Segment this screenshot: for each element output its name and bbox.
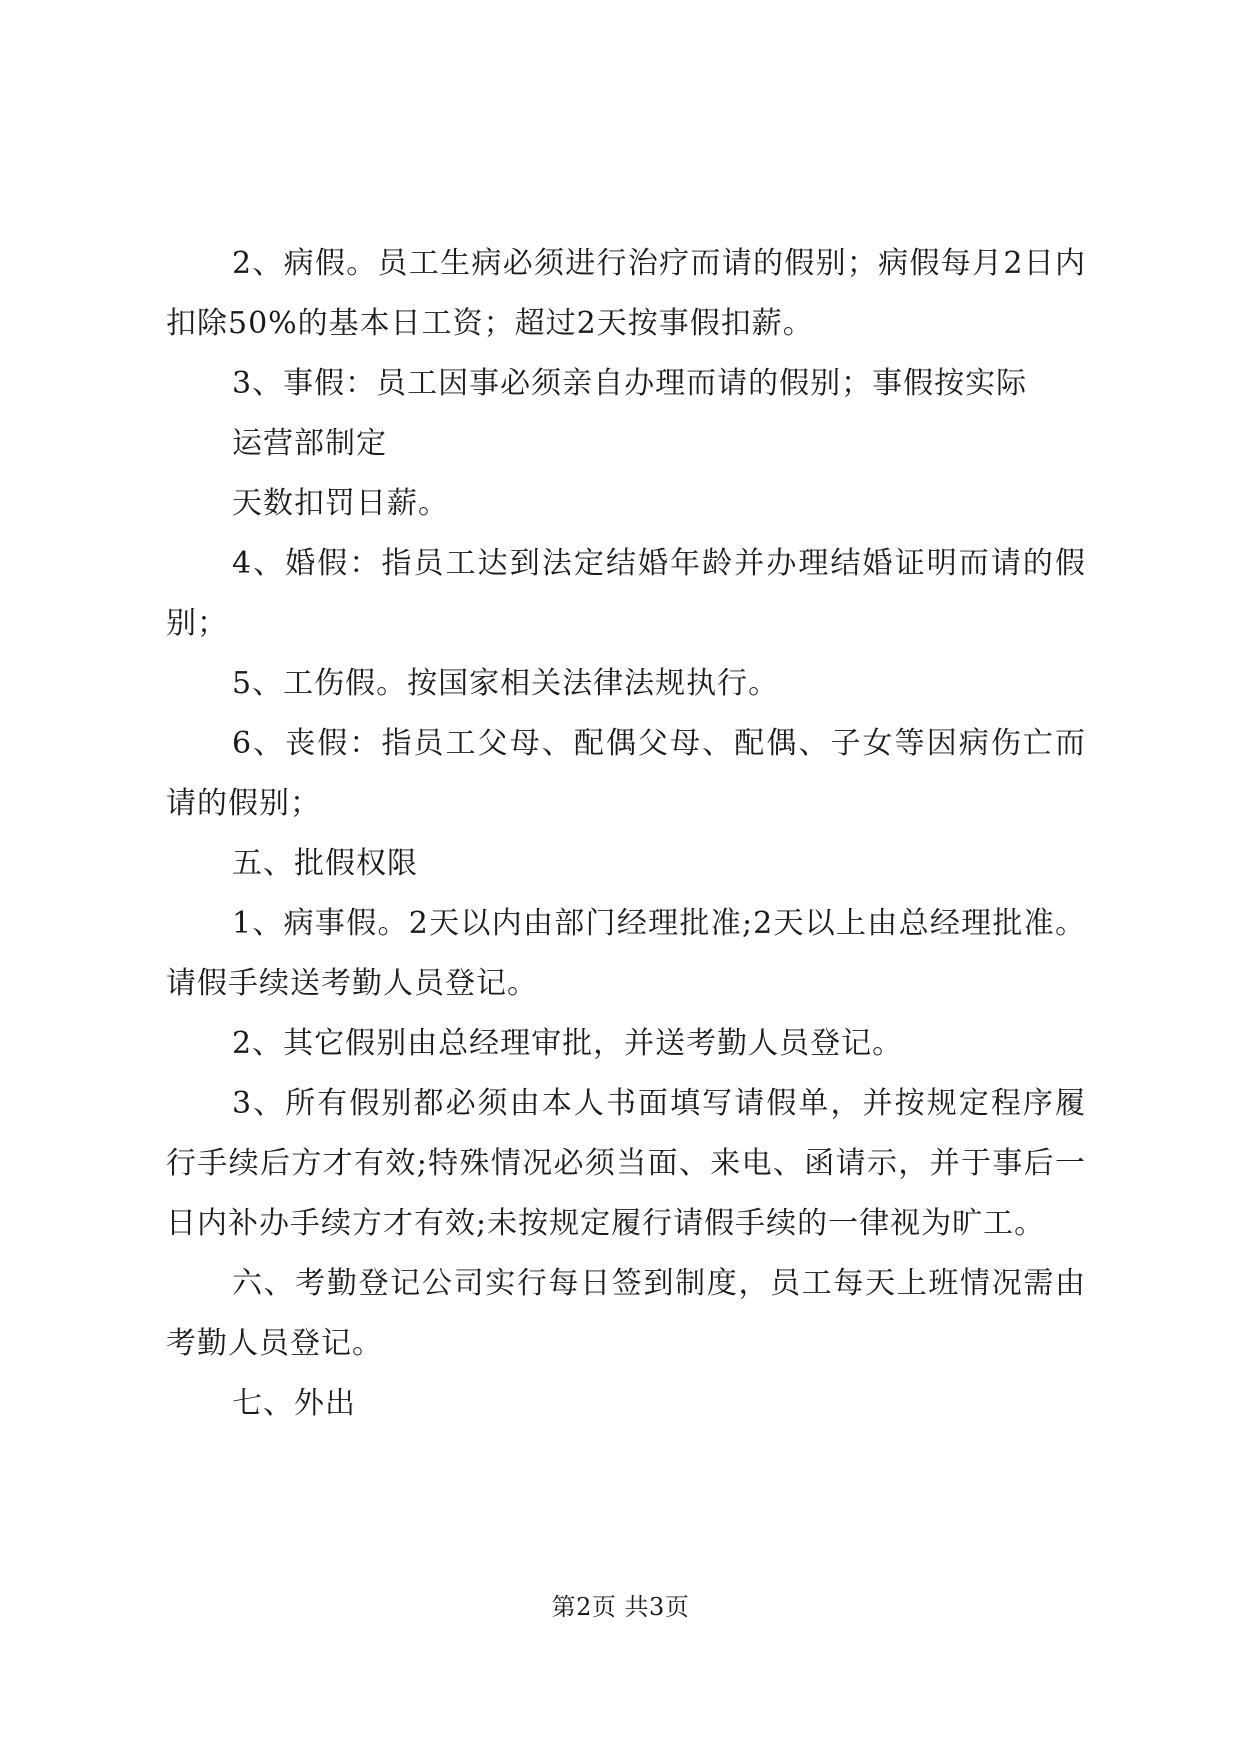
document-body [166, 234, 1086, 1434]
section-heading-outing: 七、外出 [232, 1386, 356, 1421]
paragraph-marriage-leave: 4、婚假：指员工达到法定结婚年龄并办理结婚证明而请的假别； [166, 546, 1086, 641]
paragraph-injury-leave: 5、工伤假。按国家相关法律法规执行。 [232, 666, 780, 701]
paragraph-approval-2: 2、其它假别由总经理审批，并送考勤人员登记。 [232, 1026, 904, 1061]
paragraph-approval-3: 3、所有假别都必须由本人书面填写请假单，并按规定程序履行手续后方才有效;特殊情况必须当面、来电、函请示，并于事后一日内补办手续方才有效;未按规定履行请假手续的一律视为旷工。 [166, 1086, 1086, 1241]
paragraph-dept-note: 运营部制定 [232, 426, 387, 461]
paragraph-attendance: 六、考勤登记公司实行每日签到制度，员工每天上班情况需由考勤人员登记。 [166, 1266, 1086, 1361]
paragraph-sick-leave: 2、病假。员工生病必须进行治疗而请的假别；病假每月2日内扣除50%的基本日工资；超过2天按事假扣薪。 [166, 246, 1086, 341]
section-heading-approval: 五、批假权限 [232, 846, 418, 881]
paragraph-personal-leave-cont: 天数扣罚日薪。 [232, 486, 449, 521]
paragraph-bereavement-leave: 6、丧假：指员工父母、配偶父母、配偶、子女等因病伤亡而请的假别； [166, 726, 1086, 821]
paragraph-approval-1: 1、病事假。2天以内由部门经理批准;2天以上由总经理批准。请假手续送考勤人员登记。 [166, 906, 1086, 1001]
paragraph-personal-leave: 3、事假：员工因事必须亲自办理而请的假别；事假按实际 [232, 366, 1028, 401]
page-footer: 第2页 共3页 [551, 1593, 690, 1621]
